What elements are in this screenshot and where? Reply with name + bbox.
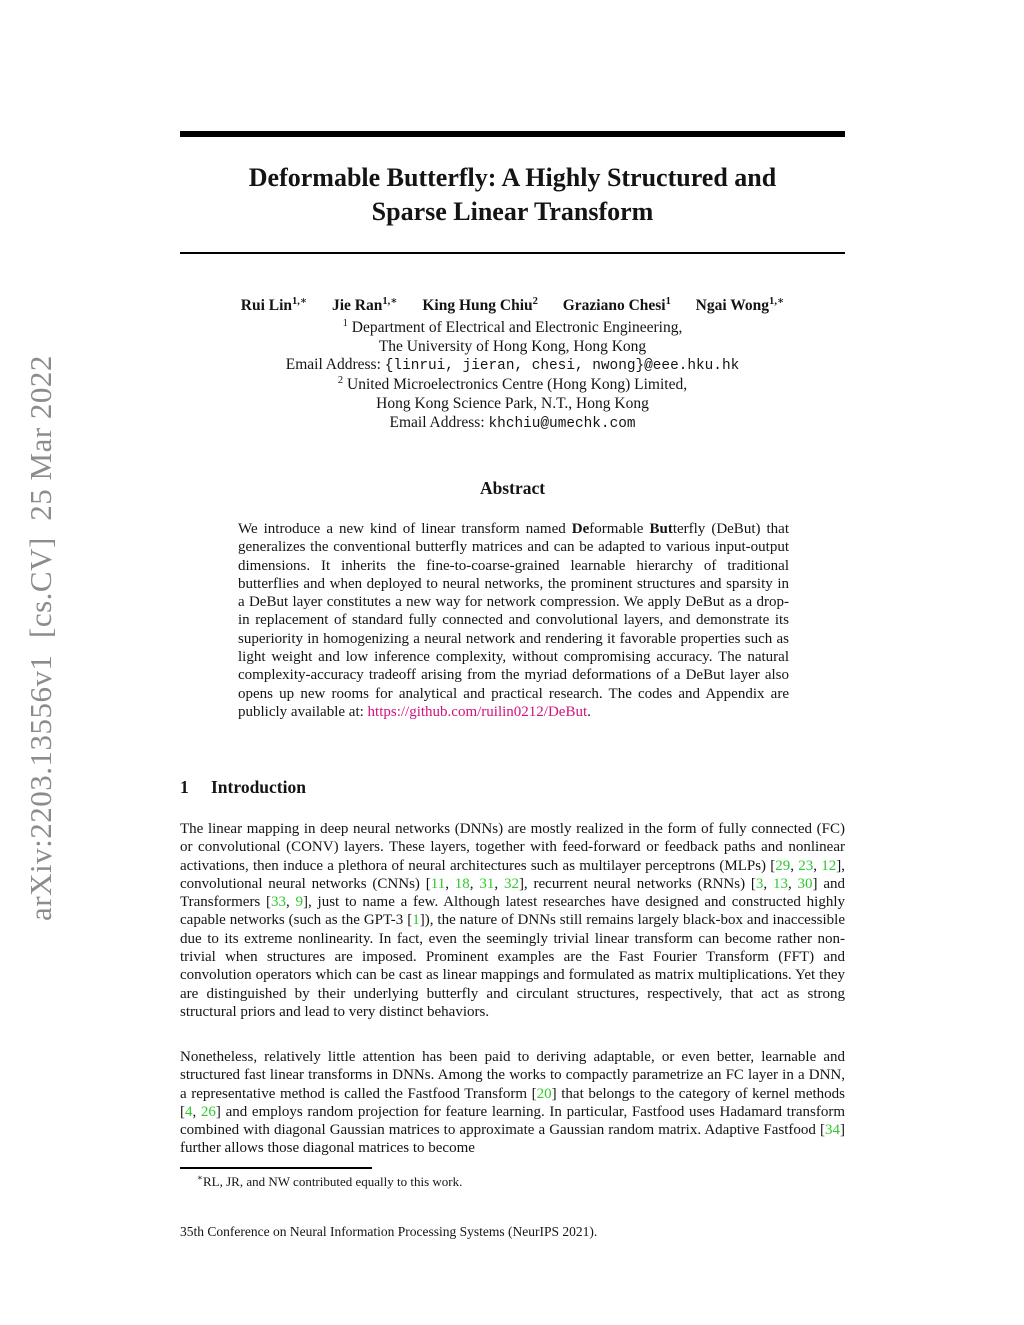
text-run: Rui Lin — [240, 297, 293, 314]
text-run: ] further allows those diagonal matrices to become — [180, 1122, 845, 1157]
email-address: khchiu@umechk.com — [488, 415, 636, 432]
citation-link[interactable]: 32 — [503, 875, 519, 892]
text-run: We introduce a new kind of linear transform named — [238, 521, 572, 537]
paper-title-line2: Sparse Linear Transform — [371, 197, 654, 226]
affiliation-email-1 — [150, 356, 875, 376]
citation-link[interactable]: 12 — [821, 857, 837, 874]
superscript: ∗ — [197, 1172, 204, 1183]
section-number: 1 — [180, 777, 189, 797]
affiliation-line-4 — [150, 395, 875, 414]
abstract-heading: Abstract — [479, 478, 546, 498]
paper-title — [180, 161, 845, 229]
citation-link[interactable]: 11 — [430, 875, 446, 892]
superscript: 2 — [532, 295, 538, 307]
text-run: ]), the nature of DNNs still remains largely black-box and inaccessible due to its extreme nonlinearity. In fact, even the seemingly trivial linear transform can become rather non-trivial when structures are imposed. Prominent examples are the Fast Fourier Transform (FFT) and convolution operators which can be cast as linear mappings and formulated as matrix multiplications. Yet they are distinguished by their underlying butterfly and circulant structures, respectively, that act as strong structural priors and lead to very distinct behaviors. — [180, 912, 845, 1020]
superscript: 1 — [342, 317, 348, 329]
email-address: {linrui, jieran, chesi, nwong}@eee.hku.hk — [384, 358, 740, 375]
text-run: , — [790, 857, 799, 874]
citation-link[interactable]: 9 — [295, 894, 304, 911]
text-run: , — [787, 875, 798, 892]
text-run: United Microelectronics Centre (Hong Kong) Limited, — [343, 376, 688, 394]
text-run: , — [286, 894, 296, 911]
citation-link[interactable]: 13 — [772, 875, 788, 892]
superscript: 1 — [665, 295, 671, 307]
text-run: The University of Hong Kong, Hong Kong — [378, 337, 647, 355]
text-run: , — [813, 857, 822, 874]
citation-link[interactable]: 26 — [200, 1103, 216, 1120]
citation-link[interactable]: 3 — [755, 875, 764, 892]
affiliation-line-3 — [150, 376, 875, 395]
text-run: , — [192, 1103, 201, 1120]
citation-link[interactable]: 23 — [798, 857, 814, 874]
url-link[interactable]: https://github.com/ruilin0212/DeBut — [367, 703, 588, 720]
text-run: Hong Kong Science Park, N.T., Hong Kong — [376, 394, 649, 412]
text-run: Graziano Chesi — [562, 297, 666, 314]
citation-link[interactable]: 29 — [775, 857, 791, 874]
text-run: Ngai Wong — [695, 297, 770, 314]
citation-link[interactable]: 31 — [479, 875, 495, 892]
text-run: ] and employs random projection for feature learning. In particular, Fastfood uses Hadamard transform combined with diagonal Gaussian matrices to approximate a Gaussian random matrix. Adaptive Fastfood [ — [180, 1103, 846, 1139]
text-run: ], just to name a few. Although latest researches have designed and constructed highly capable networks (such as the GPT-3 [ — [180, 894, 845, 929]
text-run: terfly (DeBut) that generalizes the conventional butterfly matrices and can be adapted to various input-output dimensions. It inherits the fine-to-coarse-grained learnable hierarchy of traditional butterflies and when deployed to neural networks, the prominent structures and sparsity in a DeBut layer constitutes a new way for network compression. We apply DeBut as a drop-in replacement of standard fully connected and convolutional layers, and demonstrate its superiority in homogenizing a neural network and rendering it favorable properties such as light weight and low inference complexity, without compromising accuracy. The natural complexity-accuracy tradeoff arising from the myriad deformations of a DeBut layer also opens up new rooms for analytical and practical research. The codes and Appendix are publicly available at: — [238, 521, 790, 720]
affiliation-email-2 — [150, 414, 875, 434]
superscript: 1,∗ — [382, 295, 398, 307]
citation-link[interactable]: 33 — [271, 894, 287, 911]
text-run: Email Address: — [285, 356, 385, 374]
superscript: 2 — [337, 375, 344, 387]
superscript: 1,∗ — [292, 295, 308, 307]
text-run: King Hung Chiu — [422, 297, 533, 314]
text-run: RL, JR, and NW contributed equally to this work. — [203, 1174, 463, 1189]
section-title: Introduction — [211, 777, 306, 797]
affiliation-line-1 — [150, 319, 875, 338]
affiliation-line-2 — [150, 338, 875, 357]
text-run: , — [494, 875, 504, 892]
citation-link[interactable]: 34 — [825, 1122, 840, 1139]
superscript: 1,∗ — [769, 295, 785, 307]
text-run: The linear mapping in deep neural networks (DNNs) are mostly realized in the form of fully connected (FC) or convolutional (CONV) layers. These layers, together with feed-forward or feedback paths and nonlinear activations, then induce a plethora of neural architectures such as multilayer perceptrons (MLPs) [ — [180, 821, 845, 874]
footnote — [180, 1174, 845, 1190]
intro-paragraph-1 — [180, 820, 845, 1021]
intro-paragraph-2 — [180, 1048, 845, 1158]
citation-link[interactable]: 30 — [797, 875, 813, 892]
author-line — [150, 297, 875, 316]
conference-footer: 35th Conference on Neural Information Processing Systems (NeurIPS 2021). — [180, 1224, 598, 1239]
citation-link[interactable]: 1 — [412, 912, 420, 929]
text-run: , — [445, 875, 455, 892]
text-run: Nonetheless, relatively little attention has been paid to deriving adaptable, or even better, learnable and structured fast linear transforms in DNNs. Among the works to compactly parametrize an FC layer in a DNN, a representative method is called the Fastfood Transform [ — [180, 1049, 845, 1102]
citation-link[interactable]: 18 — [454, 875, 470, 892]
text-run: . — [587, 703, 591, 720]
top-rule — [180, 131, 845, 137]
text-run: Department of Electrical and Electronic Engineering, — [347, 318, 683, 336]
title-bottom-rule — [180, 252, 845, 254]
text-run: ], convolutional neural networks (CNNs) [ — [180, 857, 846, 892]
text-run: ] and Transformers [ — [180, 875, 846, 911]
text-run: , — [763, 875, 773, 892]
text-run: Jie Ran — [332, 297, 383, 314]
arxiv-watermark: arXiv:2203.13556v1 [cs.CV] 25 Mar 2022 — [23, 355, 58, 921]
bold-text: But — [649, 521, 673, 537]
citation-link[interactable]: 20 — [536, 1085, 552, 1102]
paper-title-line1: Deformable Butterfly: A Highly Structured and — [248, 163, 777, 192]
citation-link[interactable]: 4 — [185, 1103, 193, 1120]
footnote-rule — [180, 1167, 372, 1169]
author-affiliation-block — [150, 297, 875, 434]
text-run: ] that belongs to the category of kernel methods [ — [180, 1085, 845, 1120]
text-run: Email Address: — [389, 413, 489, 431]
bold-text: De — [571, 521, 590, 537]
abstract-body — [238, 520, 789, 721]
section-heading-introduction — [180, 777, 845, 798]
text-run: ], recurrent neural networks (RNNs) [ — [518, 875, 756, 892]
text-run: formable — [589, 521, 650, 537]
text-run: , — [469, 875, 480, 892]
